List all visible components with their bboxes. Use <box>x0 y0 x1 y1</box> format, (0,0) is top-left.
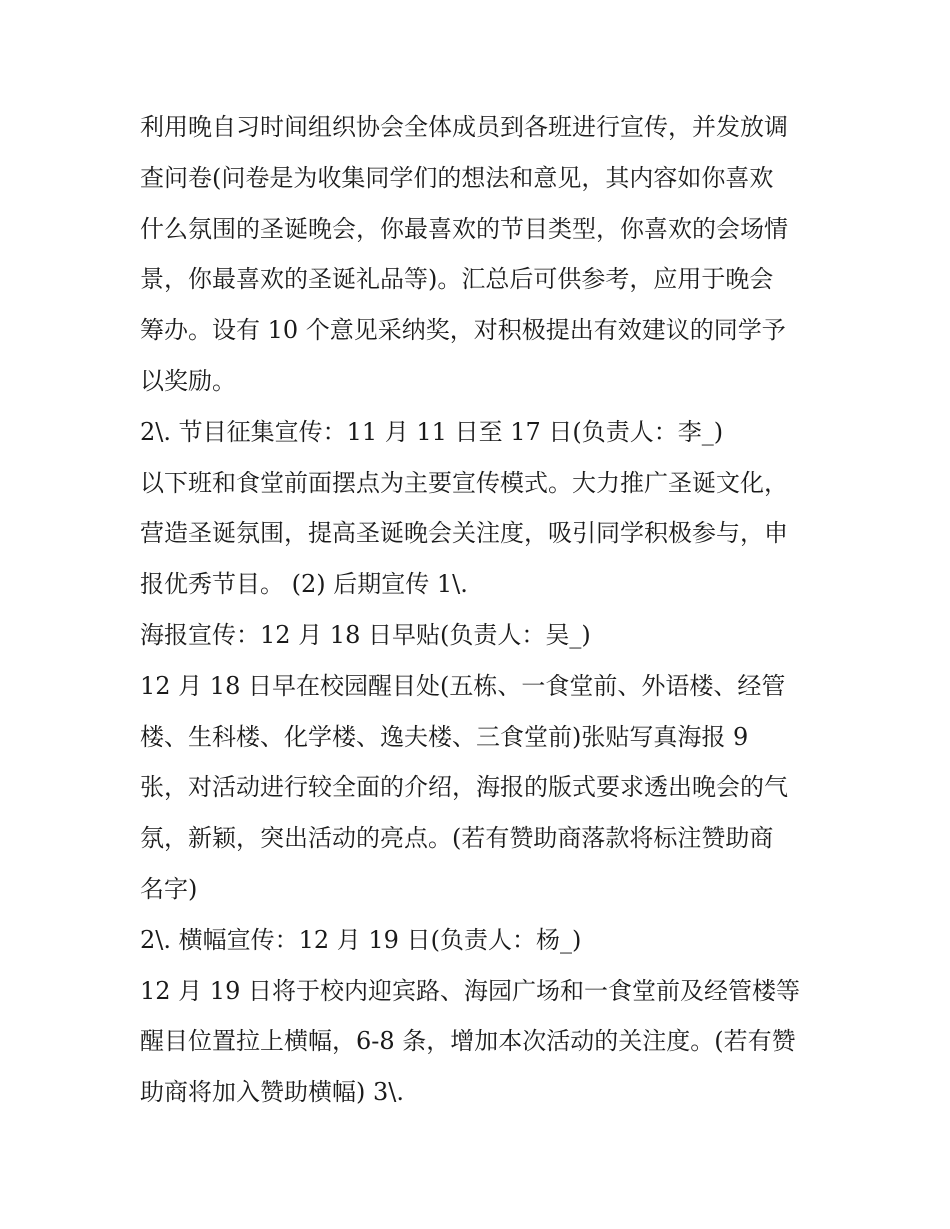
text-line-13: 楼、生科楼、化学楼、逸夫楼、三食堂前)张贴写真海报 9 <box>140 722 749 751</box>
section-heading-banner: 2\. 横幅宣传：12 月 19 日(负责人：杨_) <box>140 925 582 954</box>
text-line-6: 以奖励。 <box>140 366 236 395</box>
text-line-16: 名字) <box>140 874 198 903</box>
section-heading-poster: 海报宣传：12 月 18 日早贴(负责人：吴_) <box>140 620 591 649</box>
text-line-3: 什么氛围的圣诞晚会，你最喜欢的节目类型，你喜欢的会场情 <box>140 214 788 243</box>
text-line-10: 报优秀节目。 (2) 后期宣传 1\. <box>140 570 468 599</box>
text-line-15: 氛，新颖，突出活动的亮点。(若有赞助商落款将标注赞助商 <box>140 824 774 853</box>
text-line-18: 12 月 19 日将于校内迎宾路、海园广场和一食堂前及经管楼等 <box>140 976 800 1005</box>
text-line-2: 查问卷(问卷是为收集同学们的想法和意见，其内容如你喜欢 <box>140 163 774 192</box>
text-line-5: 筹办。设有 10 个意见采纳奖，对积极提出有效建议的同学予 <box>140 316 786 345</box>
text-line-9: 营造圣诞氛围，提高圣诞晚会关注度，吸引同学积极参与，申 <box>140 519 788 548</box>
text-line-12: 12 月 18 日早在校园醒目处(五栋、一食堂前、外语楼、经管 <box>140 671 786 700</box>
text-line-20: 助商将加入赞助横幅) 3\. <box>140 1078 404 1107</box>
text-line-4: 景，你最喜欢的圣诞礼品等)。汇总后可供参考，应用于晚会 <box>140 265 774 294</box>
text-line-19: 醒目位置拉上横幅，6-8 条，增加本次活动的关注度。(若有赞 <box>140 1027 796 1056</box>
text-line-14: 张，对活动进行较全面的介绍，海报的版式要求透出晚会的气 <box>140 773 788 802</box>
text-line-1: 利用晚自习时间组织协会全体成员到各班进行宣传，并发放调 <box>140 113 788 141</box>
section-heading-program-collection: 2\. 节目征集宣传：11 月 11 日至 17 日(负责人：李_) <box>140 417 724 446</box>
text-line-8: 以下班和食堂前面摆点为主要宣传模式。大力推广圣诞文化， <box>140 468 788 497</box>
document-body <box>140 102 820 1118</box>
